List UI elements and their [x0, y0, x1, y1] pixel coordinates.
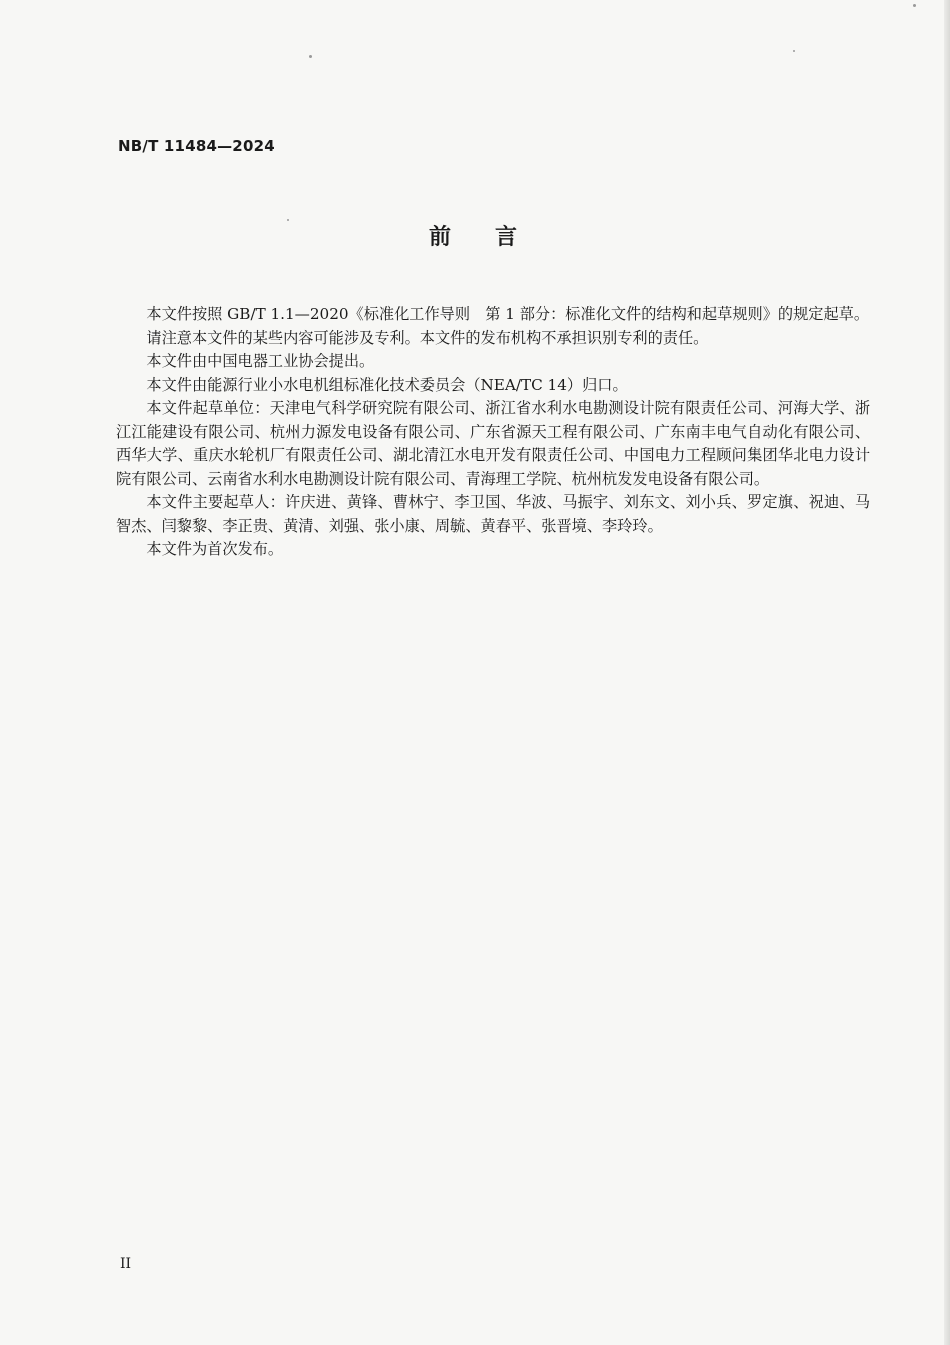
paragraph-patent-notice: 请注意本文件的某些内容可能涉及专利。本文件的发布机构不承担识别专利的责任。	[146, 328, 709, 347]
scan-speck	[793, 50, 795, 52]
page-edge-shadow	[944, 0, 950, 1345]
paragraph-first-release: 本文件为首次发布。	[146, 540, 284, 558]
scan-speck	[309, 55, 312, 58]
paragraph-drafting-rules: 本文件按照 GB/T 1.1—2020《标准化工作导则 第 1 部分：标准化文件的结构和起草规则》的规定起草。	[146, 305, 870, 323]
document-code: NB/T 11484—2024	[118, 137, 275, 155]
page-title: 前言	[428, 225, 561, 250]
paragraph-committee: 本文件由能源行业小水电机组标准化技术委员会（NEA/TC 14）归口。	[146, 375, 628, 394]
page-number: II	[120, 1256, 132, 1272]
paragraph-proposer: 本文件由中国电器工业协会提出。	[146, 352, 375, 370]
scan-speck	[913, 4, 916, 7]
paragraph-drafters: 本文件主要起草人：许庆进、黄锋、曹林宁、李卫国、华波、马振宇、刘东文、刘小兵、罗定旗、祝迪、马智杰、闫黎黎、李正贵、黄清、刘强、张小康、周毓、黄春平、张晋境、李玲玲。	[116, 493, 870, 535]
preface-body	[116, 303, 870, 562]
paragraph-drafting-units: 本文件起草单位：天津电气科学研究院有限公司、浙江省水利水电勘测设计院有限责任公司、河海大学、浙江江能建设有限公司、杭州力源发电设备有限公司、广东省源天工程有限公司、广东南丰电气自动化有限公司、西华大学、重庆水轮机厂有限责任公司、湖北清江水电开发有限责任公司、中国电力工程顾问集团华北电力设计院有限公司、云南省水利水电勘测设计院有限公司、青海理工学院、杭州杭发发电设备有限公司。	[116, 399, 870, 488]
